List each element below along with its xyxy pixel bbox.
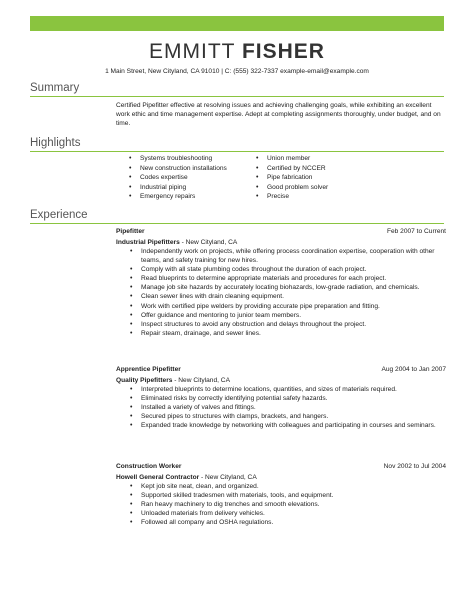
highlight-item: • Systems troubleshooting [127, 154, 227, 164]
job-duties [116, 385, 446, 430]
job-title: Pipefitter [116, 228, 145, 235]
highlights-list-left [127, 154, 227, 202]
job-entry [116, 228, 446, 338]
job-duties [116, 247, 446, 338]
highlight-item: • Certified by NCCER [254, 164, 328, 174]
highlight-item: • Union member [254, 154, 328, 164]
duty-item: • Followed all company and OSHA regulations. [116, 518, 446, 527]
highlight-item: • Industrial piping [127, 183, 227, 193]
highlights-list-right [254, 154, 328, 202]
highlights-heading: Highlights [30, 137, 81, 149]
highlight-item: • Pipe fabrication [254, 173, 328, 183]
first-name: EMMITT [149, 40, 236, 63]
duty-item: • Read blueprints to determine appropriate materials and procedures for each project. [116, 274, 446, 283]
duty-item: • Ran heavy machinery to dig trenches and smooth elevations. [116, 500, 446, 509]
job-company [116, 238, 446, 247]
company-name: Industrial Pipefitters [116, 239, 180, 246]
duty-item: • Eliminated risks by correctly identifying potential safety hazards. [116, 394, 446, 403]
duty-item: • Offer guidance and mentoring to junior team members. [116, 311, 446, 320]
last-name: FISHER [241, 40, 325, 63]
job-dates: Feb 2007 to Current [386, 228, 446, 235]
company-location: - New Cityland, CA [172, 377, 230, 384]
duty-item: • Independently work on projects, while offering process coordination expertise, cooperation with other teams, and safety training for new hires. [116, 247, 446, 265]
highlight-item: • Precise [254, 192, 328, 202]
job-company [116, 473, 446, 482]
summary-text: Certified Pipefitter effective at resolving issues and achieving challenging goals, while exhibiting an excellent work ethic and time management expertise. Adept at completing assignments thoroughly, under budget, and on time. [116, 102, 441, 127]
job-entry [116, 366, 446, 430]
duty-item: • Expanded trade knowledge by networking with colleagues and participating in courses and seminars. [116, 421, 446, 430]
highlight-item: • Good problem solver [254, 183, 328, 193]
duty-item: • Inspect structures to avoid any obstruction and delays throughout the project. [116, 320, 446, 329]
duty-item: • Kept job site neat, clean, and organized. [116, 482, 446, 491]
header-accent-bar [30, 16, 444, 31]
duty-item: • Unloaded materials from delivery vehicles. [116, 509, 446, 518]
job-duties [116, 482, 446, 527]
duty-item: • Secured pipes to structures with clamps, brackets, and hangers. [116, 412, 446, 421]
highlight-item: • Emergency repairs [127, 192, 227, 202]
duty-item: • Clean sewer lines with drain cleaning equipment. [116, 292, 446, 301]
highlights-divider [30, 151, 444, 152]
job-entry [116, 463, 446, 527]
highlight-item: • Codes expertise [127, 173, 227, 183]
company-location: - New Cityland, CA [199, 474, 257, 481]
duty-item: • Work with certified pipe welders by providing accurate pipe preparation and fitting. [116, 302, 446, 311]
job-title: Apprentice Pipefitter [116, 366, 181, 373]
experience-heading: Experience [30, 209, 88, 221]
duty-item: • Comply with all state plumbing codes throughout the duration of each project. [116, 265, 446, 274]
company-location: - New Cityland, CA [179, 239, 238, 246]
job-title: Construction Worker [116, 463, 182, 470]
job-dates: Aug 2004 to Jan 2007 [381, 366, 446, 373]
duty-item: • Manage job site hazards by accurately locating biohazards, low-grade radiation, and chemicals. [116, 283, 446, 292]
company-name: Quality Pipefitters [116, 377, 173, 384]
job-company [116, 376, 446, 385]
experience-divider [30, 223, 444, 224]
duty-item: • Interpreted blueprints to determine locations, quantities, and sizes of materials required. [116, 385, 446, 394]
duty-item: • Installed a variety of valves and fittings. [116, 403, 446, 412]
company-name: Howell General Contractor [116, 474, 200, 481]
duty-item: • Supported skilled tradesmen with materials, tools, and equipment. [116, 491, 446, 500]
candidate-name [0, 40, 474, 64]
contact-info: 1 Main Street, New Cityland, CA 91010 | C: (555) 322-7337 example-email@example.com [105, 68, 369, 75]
duty-item: • Repair steam, drainage, and sewer lines. [116, 329, 446, 338]
highlight-item: • New construction installations [127, 164, 227, 174]
summary-heading: Summary [30, 82, 80, 94]
summary-divider [30, 96, 444, 97]
job-dates: Nov 2002 to Jul 2004 [383, 463, 446, 470]
